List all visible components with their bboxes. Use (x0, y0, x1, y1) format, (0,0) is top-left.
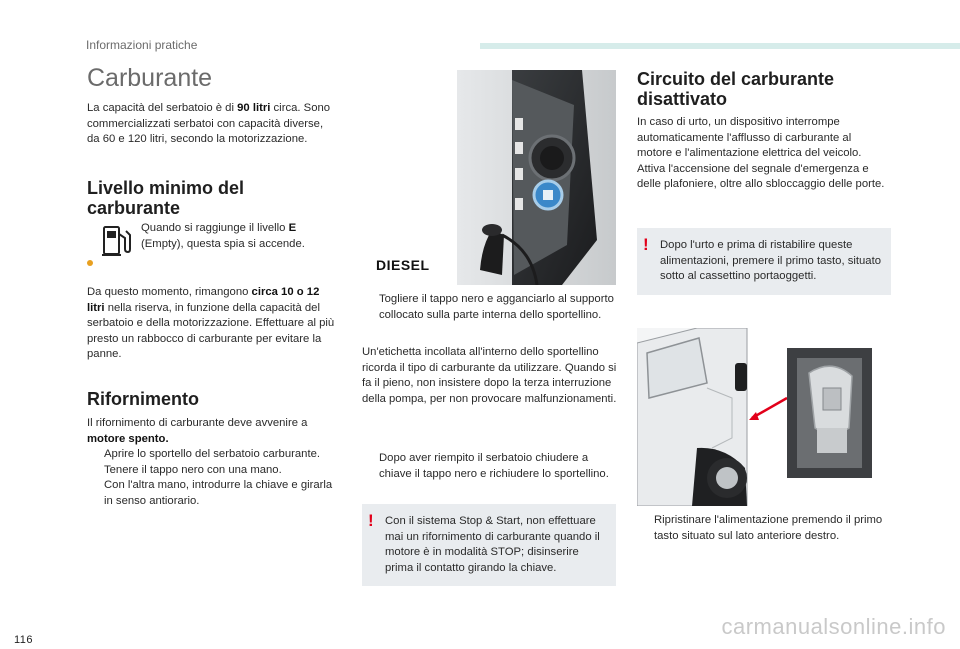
heading-minimum-level: Livello minimo del carburante (87, 178, 245, 218)
bullet-item: Dopo aver riempito il serbatoio chiudere a chiave il tappo nero e richiudere lo sportellino. (379, 452, 609, 480)
bullet-item: Togliere il tappo nero e agganciarlo al supporto collocato sulla parte interna dello sportellino. (379, 293, 614, 321)
diesel-label: DIESEL (376, 257, 430, 273)
reset-warning: ! Dopo l'urto e prima di ristabilire queste alimentazioni, premere il primo tasto, situato sotto al cassettino portaoggetti. (637, 228, 891, 295)
fuel-pump-icon (101, 224, 133, 258)
header-accent-bar (480, 43, 960, 49)
remove-cap-step (362, 292, 620, 323)
capacity-paragraph: La capacità del serbatoio è di 90 litri circa. Sono commercializzati serbatoi con capacità diverse, da 60 e 120 litri, secondo la motorizzazione. (87, 102, 331, 145)
circuit-paragraph: In caso di urto, un dispositivo interrompe automaticamente l'afflusso di carburante al motore e l'alimentazione elettrica del veicolo. Attiva l'accensione del segnale d'emergenza e delle plafoniere, oltre allo sbloccaggio delle porte. (637, 116, 885, 190)
refuel-step-3: Con l'altra mano, introdurre la chiave e girarla in senso antiorario. (104, 479, 333, 507)
warning-icon: ! (368, 511, 374, 530)
orange-marker-dot (87, 260, 93, 266)
fuel-filler-photo (362, 70, 616, 285)
van-inertia-switch-photo (637, 328, 872, 506)
refuel-instructions (87, 416, 337, 509)
refuel-step-1: Aprire lo sportello del serbatoio carburante. (104, 448, 321, 460)
warning-icon: ! (643, 235, 649, 254)
page-title: Carburante (87, 64, 213, 92)
bullet-item: Ripristinare l'alimentazione premendo il primo tasto situato sul lato anteriore destro. (654, 514, 883, 542)
refuel-step-2: Tenere il tappo nero con una mano. (104, 463, 282, 476)
heading-refuelling: Rifornimento (87, 389, 199, 409)
section-label: Informazioni pratiche (86, 38, 198, 52)
fuel-filler-illustration (362, 70, 616, 285)
refuel-intro: Il rifornimento di carburante deve avvenire a motore spento. (87, 417, 308, 445)
reserve-paragraph: Da questo momento, rimangono circa 10 o 12 litri nella riserva, in funzione della capacità del serbatoio e della motorizzazione. Effettuare al più presto un rabbocco di carburante per evitare la panne. (87, 286, 335, 360)
restore-power-step (637, 513, 892, 544)
van-illustration (637, 328, 872, 506)
heading-fuel-circuit: Circuito del carburante disattivato (637, 69, 835, 109)
stop-start-warning: ! Con il sistema Stop & Start, non effettuare mai un rifornimento di carburante quando il motore è in modalità STOP; disinserire prima il contatto girando la chiave. (362, 504, 616, 586)
level-paragraph: Quando si raggiunge il livello E (Empty), questa spia si accende. (141, 222, 305, 250)
watermark: carmanualsonline.info (721, 614, 946, 639)
page-number: 116 (14, 634, 34, 646)
close-cap-step (362, 451, 620, 482)
label-paragraph: Un'etichetta incollata all'interno dello sportellino ricorda il tipo di carburante da utilizzare. Quando si fa il pieno, non insistere dopo la terza interruzione della pompa, per non provocare malfunzionamenti. (362, 346, 617, 405)
